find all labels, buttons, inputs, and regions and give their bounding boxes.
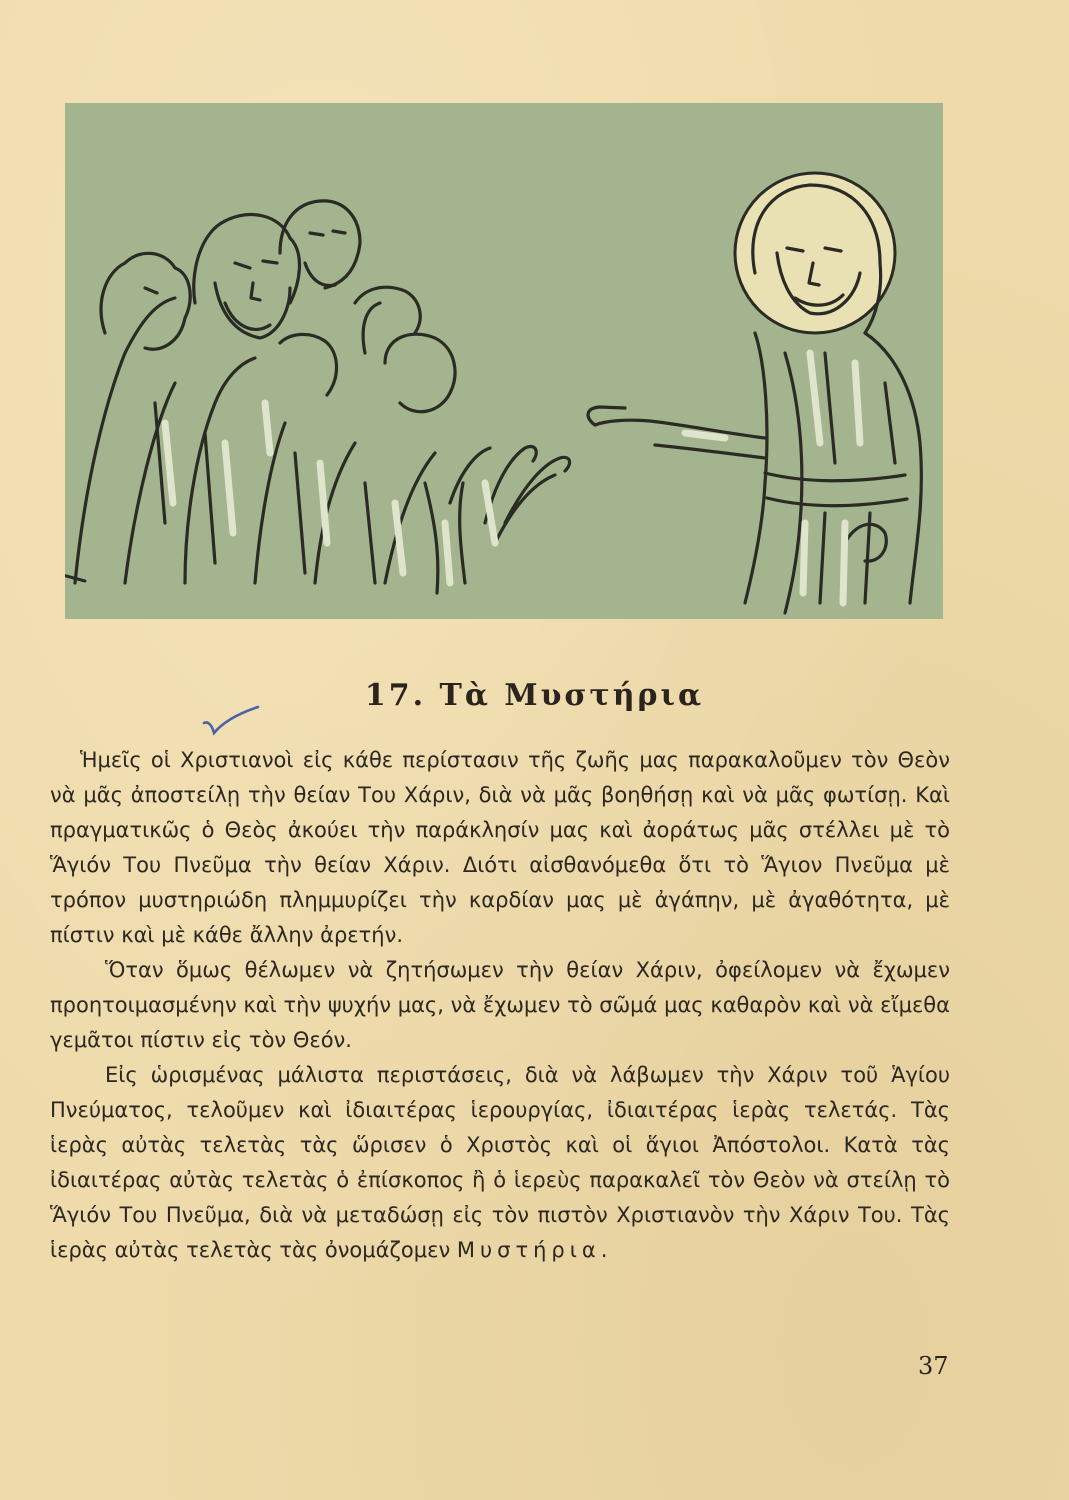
- emphasized-term: Μυστήρια.: [456, 1238, 613, 1262]
- paragraph-3-text: Εἰς ὡρισμένας μάλιστα περιστάσεις, διὰ νὰ λάβωμεν τὴν Χάριν τοῦ Ἁγίου Πνεύματος, τελοῦμεν καὶ ἰδιαιτέρας ἱερουργίας, ἰδιαιτέρας ἱερὰς τελετάς. Τὰς ἱερὰς αὐτὰς τελετὰς τὰς ὥρισεν ὁ Χριστὸς καὶ οἱ ἅγιοι Ἀπόστολοι. Κατὰ τὰς ἰδιαιτέρας αὐτὰς τελετὰς ὁ ἐπίσκοπος ἢ ὁ ἱερεὺς παρακαλεῖ τὸν Θεὸν νὰ στείλῃ τὸ Ἅγιόν Του Πνεῦμα, διὰ νὰ μεταδώσῃ εἰς τὸν πιστὸν Χριστιανὸν τὴν Χάριν Του. Τὰς ἱερὰς αὐτὰς τελετὰς τὰς ὀνομάζομεν: [50, 1063, 950, 1262]
- page-number: 37: [918, 1352, 949, 1380]
- illustration-drawing: [65, 103, 943, 619]
- paragraph-3: [50, 1058, 950, 1268]
- illustration-christ-and-disciples: [65, 103, 943, 619]
- chapter-body: [50, 743, 950, 1268]
- chapter-title: 17. Τὰ Μυστήρια: [364, 678, 705, 713]
- paragraph-1: Ἡμεῖς οἱ Χριστιανοὶ εἰς κάθε περίστασιν τῆς ζωῆς μας παρακαλοῦμεν τὸν Θεὸν νὰ μᾶς ἀποστείλῃ τὴν θείαν Του Χάριν, διὰ νὰ μᾶς βοηθήσῃ καὶ νὰ μᾶς φωτίσῃ. Καὶ πραγματικῶς ὁ Θεὸς ἀκούει τὴν παράκλησίν μας καὶ ἀοράτως μᾶς στέλλει μὲ τὸ Ἅγιόν Του Πνεῦμα τὴν θείαν Χάριν. Διότι αἰσθανόμεθα ὅτι τὸ Ἅγιον Πνεῦμα μὲ τρόπον μυστηριώδη πλημμυρίζει τὴν καρδίαν μας μὲ ἀγάπην, μὲ ἀγαθότητα, μὲ πίστιν καὶ μὲ κάθε ἄλλην ἀρετήν.: [50, 748, 950, 947]
- paragraph-2: Ὅταν ὅμως θέλωμεν νὰ ζητήσωμεν τὴν θείαν Χάριν, ὀφείλομεν νὰ ἔχωμεν προητοιμασμένην καὶ τὴν ψυχήν μας, νὰ ἔχωμεν τὸ σῶμά μας καθαρὸν καὶ νὰ εἴμεθα γεμᾶτοι πίστιν εἰς τὸν Θεόν.: [50, 958, 950, 1052]
